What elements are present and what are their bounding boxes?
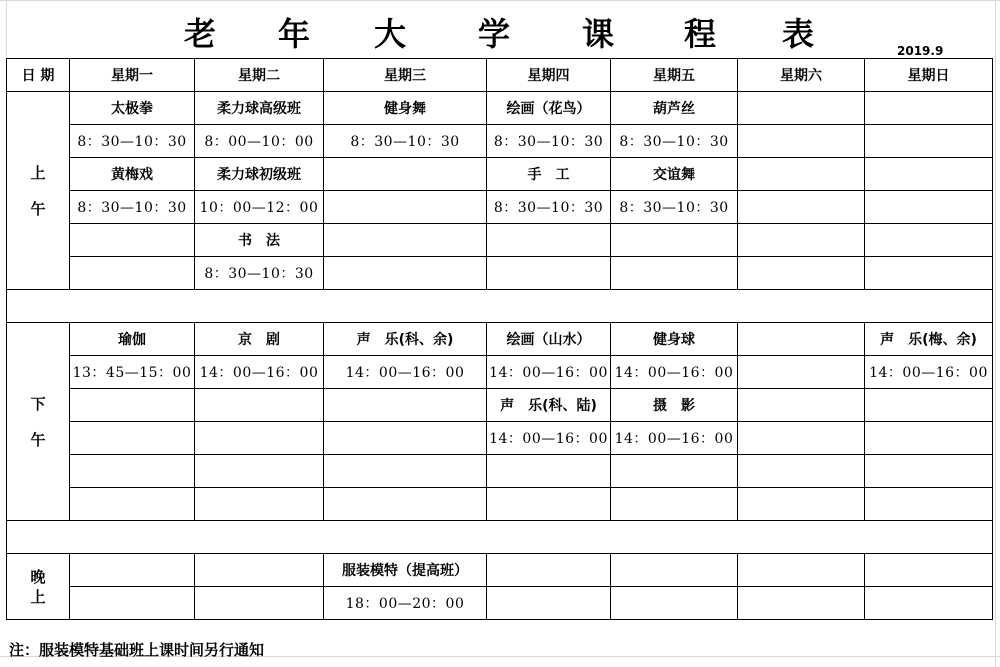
header-day-wed[interactable]: 星期三 — [324, 59, 487, 92]
schedule-cell[interactable] — [865, 191, 993, 224]
schedule-cell[interactable]: 14：00—16：00 — [195, 356, 324, 389]
schedule-cell[interactable] — [611, 554, 738, 587]
schedule-cell[interactable]: 18：00—20：00 — [324, 587, 487, 620]
header-day-thu[interactable]: 星期四 — [487, 59, 611, 92]
schedule-cell[interactable] — [865, 455, 993, 488]
schedule-cell[interactable]: 柔力球初级班 — [195, 158, 324, 191]
separator-row — [7, 521, 993, 554]
schedule-cell[interactable]: 8：30—10：30 — [611, 191, 738, 224]
schedule-cell[interactable]: 瑜伽 — [70, 323, 195, 356]
title-char: 课 — [582, 15, 617, 53]
schedule-cell[interactable] — [738, 191, 865, 224]
schedule-cell[interactable] — [70, 587, 195, 620]
schedule-cell[interactable]: 8：30—10：30 — [487, 191, 611, 224]
schedule-cell[interactable]: 8：30—10：30 — [70, 191, 195, 224]
schedule-cell[interactable]: 8：00—10：00 — [195, 125, 324, 158]
schedule-cell[interactable] — [865, 554, 993, 587]
schedule-cell[interactable] — [865, 587, 993, 620]
schedule-cell[interactable] — [865, 257, 993, 290]
schedule-cell[interactable] — [738, 455, 865, 488]
afternoon-row — [7, 455, 993, 488]
header-row — [7, 59, 993, 92]
schedule-cell[interactable] — [324, 257, 487, 290]
schedule-cell[interactable] — [738, 389, 865, 422]
title-char: 表 — [782, 15, 817, 53]
schedule-cell[interactable] — [738, 554, 865, 587]
schedule-cell[interactable] — [738, 158, 865, 191]
schedule-cell[interactable] — [738, 587, 865, 620]
schedule-cell[interactable]: 书 法 — [195, 224, 324, 257]
schedule-cell[interactable] — [487, 455, 611, 488]
afternoon-row — [7, 389, 993, 422]
header-day-mon[interactable]: 星期一 — [70, 59, 195, 92]
schedule-cell[interactable]: 黄梅戏 — [70, 158, 195, 191]
schedule-cell[interactable] — [487, 554, 611, 587]
schedule-cell[interactable] — [738, 92, 865, 125]
morning-row — [7, 224, 993, 257]
afternoon-row — [7, 488, 993, 521]
morning-row — [7, 92, 993, 125]
schedule-cell[interactable] — [738, 356, 865, 389]
schedule-cell[interactable] — [611, 257, 738, 290]
blank-separator[interactable] — [7, 290, 993, 323]
schedule-cell[interactable] — [865, 488, 993, 521]
period-label: 下午 — [30, 394, 46, 449]
schedule-cell[interactable] — [70, 488, 195, 521]
title-char: 大 — [373, 15, 408, 53]
schedule-cell[interactable]: 8：30—10：30 — [611, 125, 738, 158]
schedule-cell[interactable] — [487, 587, 611, 620]
schedule-cell[interactable] — [738, 257, 865, 290]
schedule-cell[interactable] — [195, 587, 324, 620]
title-char: 老 — [183, 15, 218, 53]
schedule-cell[interactable]: 8：30—10：30 — [70, 125, 195, 158]
schedule-cell[interactable] — [70, 422, 195, 455]
afternoon-row — [7, 356, 993, 389]
header-day-sat[interactable]: 星期六 — [738, 59, 865, 92]
schedule-cell[interactable] — [611, 455, 738, 488]
schedule-cell[interactable] — [611, 488, 738, 521]
schedule-cell[interactable]: 8：30—10：30 — [195, 257, 324, 290]
afternoon-row — [7, 323, 993, 356]
schedule-cell[interactable]: 摄 影 — [611, 389, 738, 422]
schedule-cell[interactable] — [487, 488, 611, 521]
schedule-cell[interactable] — [865, 224, 993, 257]
schedule-cell[interactable] — [865, 125, 993, 158]
schedule-cell[interactable] — [865, 422, 993, 455]
title-char: 年 — [277, 15, 312, 53]
schedule-cell[interactable] — [324, 191, 487, 224]
schedule-cell[interactable]: 14：00—16：00 — [487, 422, 611, 455]
evening-row — [7, 587, 993, 620]
title-char: 学 — [477, 15, 512, 53]
separator-row — [7, 290, 993, 323]
schedule-cell[interactable] — [324, 422, 487, 455]
header-period[interactable]: 日 期 — [7, 59, 70, 92]
period-label: 上午 — [30, 163, 46, 218]
page-title — [0, 8, 1000, 56]
schedule-cell[interactable] — [324, 158, 487, 191]
title-char: 程 — [684, 15, 719, 53]
schedule-cell[interactable] — [324, 455, 487, 488]
schedule-cell[interactable]: 8：30—10：30 — [324, 125, 487, 158]
header-day-sun[interactable]: 星期日 — [865, 59, 993, 92]
schedule-cell[interactable]: 声 乐(梅、余) — [865, 323, 993, 356]
schedule-cell[interactable] — [738, 125, 865, 158]
schedule-cell[interactable]: 14：00—16：00 — [611, 422, 738, 455]
schedule-cell[interactable] — [195, 554, 324, 587]
schedule-cell[interactable]: 柔力球高级班 — [195, 92, 324, 125]
schedule-cell[interactable] — [195, 488, 324, 521]
header-day-fri[interactable]: 星期五 — [611, 59, 738, 92]
schedule-cell[interactable] — [487, 257, 611, 290]
schedule-cell[interactable]: 14：00—16：00 — [865, 356, 993, 389]
schedule-cell[interactable] — [324, 224, 487, 257]
schedule-cell[interactable]: 声 乐(科、陆) — [487, 389, 611, 422]
schedule-cell[interactable]: 声 乐(科、余) — [324, 323, 487, 356]
schedule-cell[interactable] — [738, 224, 865, 257]
schedule-cell[interactable] — [611, 587, 738, 620]
schedule-cell[interactable]: 健身球 — [611, 323, 738, 356]
schedule-cell[interactable]: 绘画（山水） — [487, 323, 611, 356]
schedule-cell[interactable] — [195, 389, 324, 422]
schedule-cell[interactable] — [738, 488, 865, 521]
schedule-cell[interactable]: 健身舞 — [324, 92, 487, 125]
schedule-cell[interactable]: 服装模特（提高班） — [324, 554, 487, 587]
schedule-cell[interactable] — [70, 257, 195, 290]
morning-row — [7, 191, 993, 224]
schedule-cell[interactable] — [70, 224, 195, 257]
schedule-cell[interactable]: 14：00—16：00 — [611, 356, 738, 389]
schedule-cell[interactable] — [865, 92, 993, 125]
schedule-cell[interactable] — [324, 488, 487, 521]
schedule-cell[interactable]: 太极拳 — [70, 92, 195, 125]
schedule-cell[interactable] — [487, 224, 611, 257]
period-label: 晚上 — [30, 567, 46, 606]
schedule-cell[interactable]: 交谊舞 — [611, 158, 738, 191]
period-cell-evening[interactable] — [7, 554, 70, 620]
evening-row — [7, 554, 993, 587]
period-cell-afternoon[interactable] — [7, 323, 70, 521]
schedule-table — [6, 58, 993, 620]
footnote: 注：服装模特基础班上课时间另行通知 — [9, 641, 265, 659]
schedule-cell[interactable] — [611, 224, 738, 257]
blank-separator[interactable] — [7, 521, 993, 554]
schedule-cell[interactable]: 10：00—12：00 — [195, 191, 324, 224]
schedule-cell[interactable]: 葫芦丝 — [611, 92, 738, 125]
schedule-cell[interactable] — [738, 422, 865, 455]
schedule-cell[interactable] — [70, 389, 195, 422]
schedule-cell[interactable]: 13：45—15：00 — [70, 356, 195, 389]
afternoon-row — [7, 422, 993, 455]
schedule-cell[interactable] — [865, 158, 993, 191]
schedule-cell[interactable]: 14：00—16：00 — [487, 356, 611, 389]
schedule-cell[interactable]: 京 剧 — [195, 323, 324, 356]
schedule-cell[interactable]: 绘画（花鸟） — [487, 92, 611, 125]
date-label: 2019.9 — [897, 44, 944, 58]
schedule-cell[interactable] — [195, 455, 324, 488]
schedule-cell[interactable] — [738, 323, 865, 356]
morning-row — [7, 158, 993, 191]
schedule-cell[interactable]: 14：00—16：00 — [324, 356, 487, 389]
schedule-cell[interactable] — [70, 554, 195, 587]
header-day-tue[interactable]: 星期二 — [195, 59, 324, 92]
period-cell-morning[interactable] — [7, 92, 70, 290]
schedule-cell[interactable]: 手 工 — [487, 158, 611, 191]
morning-row — [7, 125, 993, 158]
morning-row — [7, 257, 993, 290]
schedule-cell[interactable] — [865, 389, 993, 422]
schedule-cell[interactable] — [70, 455, 195, 488]
schedule-cell[interactable] — [324, 389, 487, 422]
schedule-cell[interactable]: 8：30—10：30 — [487, 125, 611, 158]
schedule-cell[interactable] — [195, 422, 324, 455]
